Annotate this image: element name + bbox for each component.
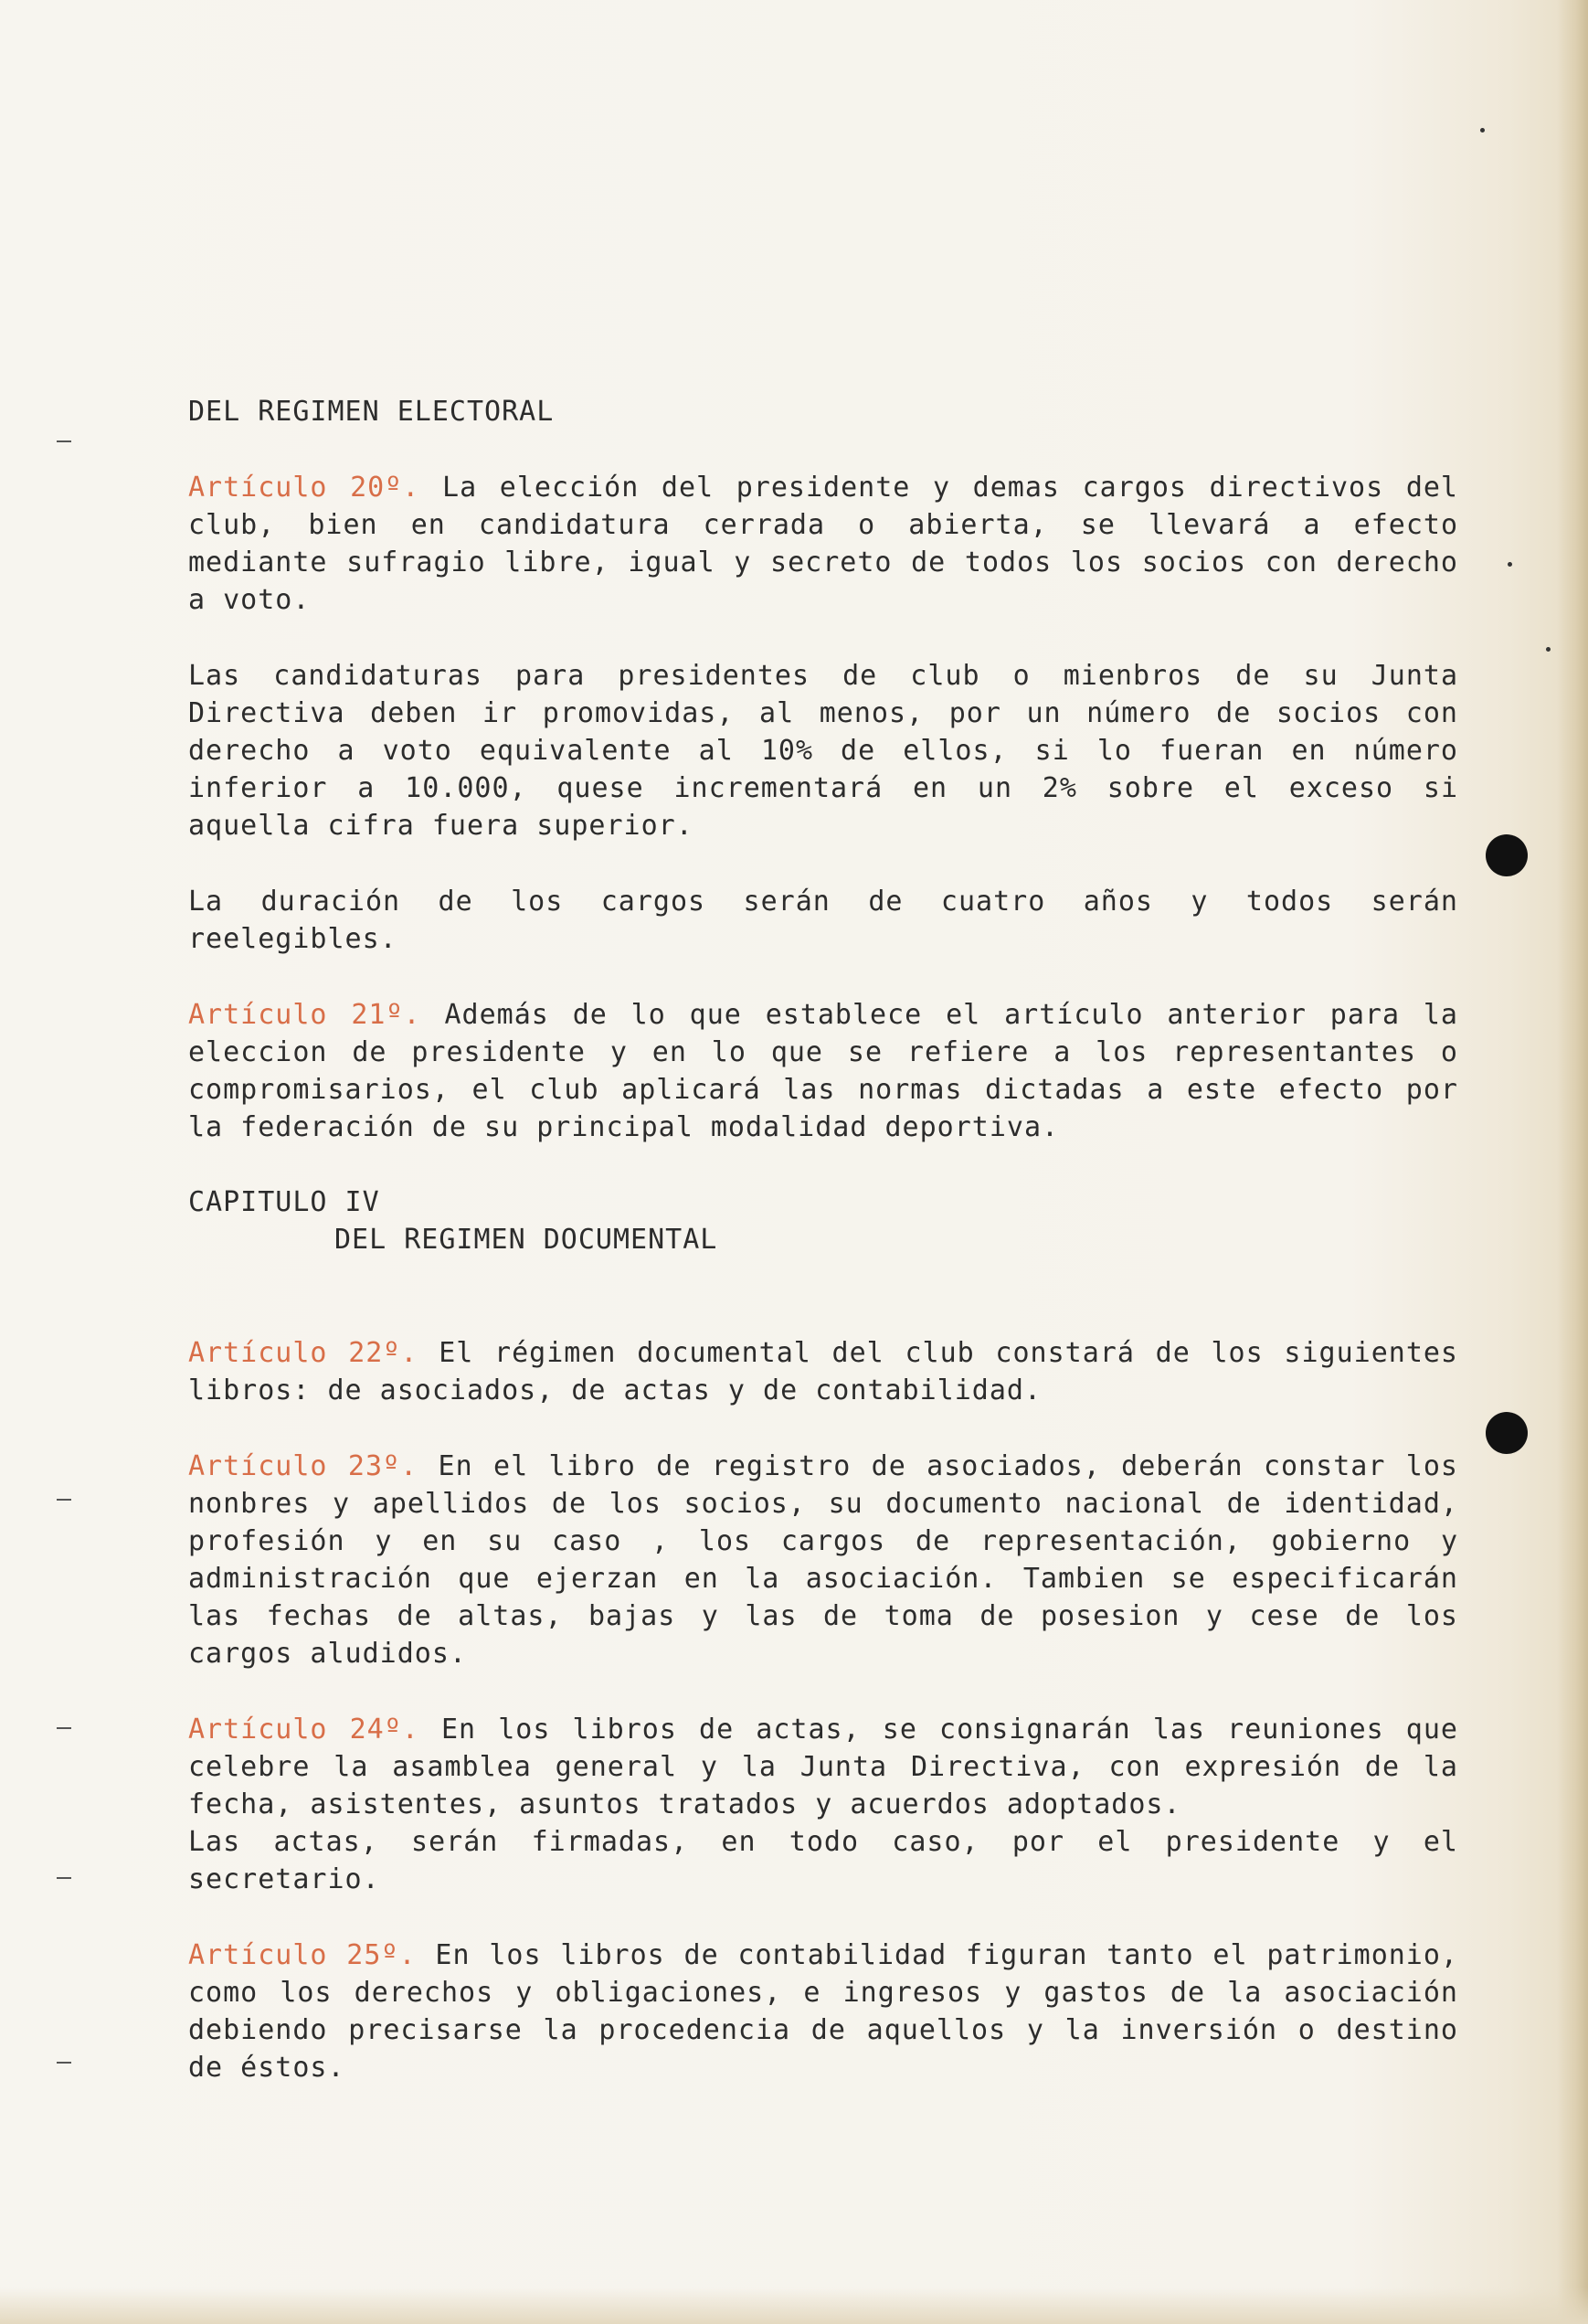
- article-22-label: Artículo 22º.: [188, 1337, 418, 1369]
- margin-mark: [57, 1877, 71, 1879]
- article-24-text: En los libros de actas, se consignarán las reuniones que celebre la asamblea general y la Junta Directiva, con expresión de la fecha, asistentes, asuntos tratados y acuerdos adoptados.: [188, 1714, 1458, 1820]
- article-25-text: En los libros de contabilidad figuran tanto el patrimonio, como los derechos y obligaciones, e ingresos y gastos de la asociación debiendo precisarse la procedencia de aquellos y la inversión o destino de éstos.: [188, 1939, 1458, 2084]
- article-24-paragraph-2: Las actas, serán firmadas, en todo caso, por el presidente y el secretario.: [188, 1826, 1458, 1895]
- margin-mark: [57, 440, 71, 442]
- article-21: [188, 996, 1458, 1146]
- article-21-text: Además de lo que establece el artículo anterior para la eleccion de presidente y en lo que se refiere a los representantes o compromisarios, el club aplicará las normas dictadas a este efecto por la federación de su principal modalidad deportiva.: [188, 999, 1458, 1143]
- speck: [1480, 128, 1485, 133]
- binder-hole-icon: [1486, 834, 1528, 876]
- margin-mark: [57, 1727, 71, 1729]
- paper-edge-right: [1557, 0, 1588, 2324]
- article-23: [188, 1448, 1458, 1672]
- article-20: [188, 469, 1458, 619]
- article-20-paragraph-3: La duración de los cargos serán de cuatro años y todos serán reelegibles.: [188, 886, 1458, 955]
- document-body: [188, 393, 1458, 2086]
- article-22-text: El régimen documental del club constará de los siguientes libros: de asociados, de actas y de contabilidad.: [188, 1337, 1458, 1406]
- section-heading-documental: DEL REGIMEN DOCUMENTAL: [334, 1224, 718, 1256]
- article-25: [188, 1937, 1458, 2086]
- binder-hole-icon: [1486, 1412, 1528, 1454]
- paper-edge-bottom: [0, 2287, 1588, 2324]
- article-25-label: Artículo 25º.: [188, 1939, 417, 1971]
- article-20-label: Artículo 20º.: [188, 472, 420, 504]
- speck: [1546, 647, 1551, 652]
- chapter-heading: CAPITULO IV: [188, 1186, 380, 1218]
- article-21-label: Artículo 21º.: [188, 999, 421, 1031]
- article-22: [188, 1334, 1458, 1409]
- article-24: [188, 1711, 1458, 1823]
- article-20-paragraph-2: Las candidaturas para presidentes de club o mienbros de su Junta Directiva deben ir promovidas, al menos, por un número de socios con derecho a voto equivalente al 10% de ellos, si lo fueran en número inferior a 10.000, quese incrementará en un 2% sobre el exceso si aquella cifra fuera superior.: [188, 660, 1458, 842]
- article-23-label: Artículo 23º.: [188, 1450, 418, 1482]
- margin-mark: [57, 1499, 71, 1501]
- speck: [1508, 562, 1512, 567]
- article-23-text: En el libro de registro de asociados, deberán constar los nonbres y apellidos de los socios, su documento nacional de identidad, profesión y en su caso , los cargos de representación, gobierno y administración que ejerzan en la asociación. Tambien se especificarán las fechas de altas, bajas y las de toma de posesion y cese de los cargos aludidos.: [188, 1450, 1458, 1670]
- margin-mark: [57, 2062, 71, 2064]
- article-24-label: Artículo 24º.: [188, 1714, 419, 1746]
- article-20-text: La elección del presidente y demas cargos directivos del club, bien en candidatura cerrada o abierta, se llevará a efecto mediante sufragio libre, igual y secreto de todos los socios con derecho a voto.: [188, 472, 1458, 616]
- section-heading-electoral: DEL REGIMEN ELECTORAL: [188, 396, 555, 428]
